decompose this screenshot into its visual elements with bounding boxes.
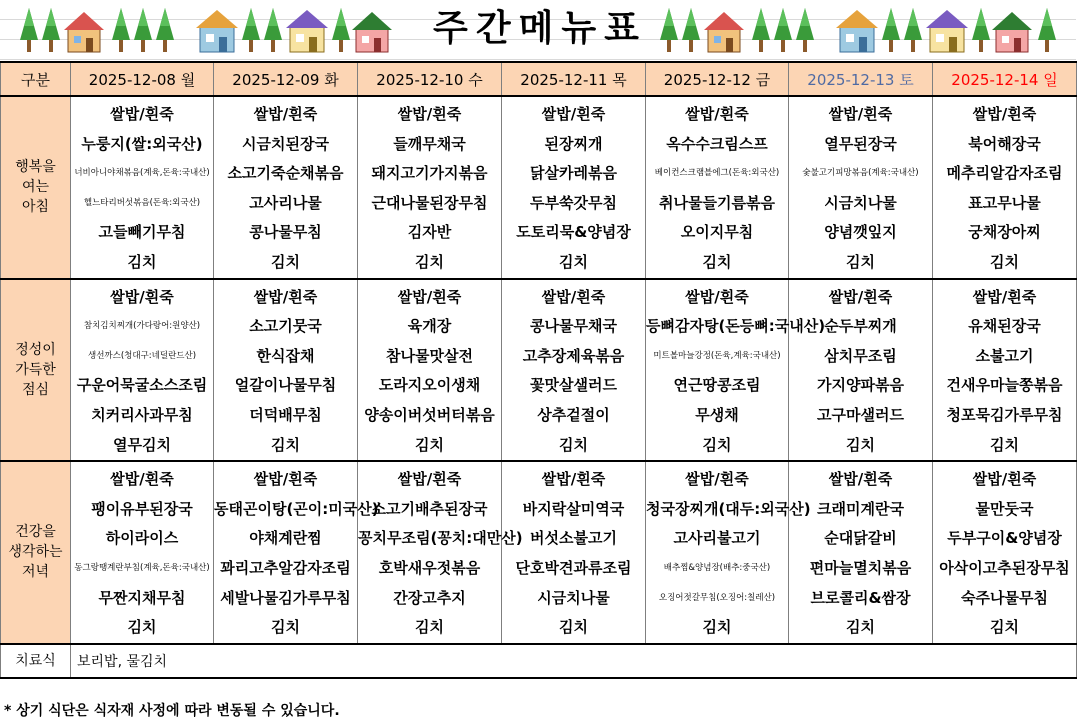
menu-item: 청포묵김가루무침 [946,405,1063,424]
menu-item: 쌀밥/흰죽 [397,287,462,306]
menu-item: 등뼈감자탕(돈등뼈:국내산) [646,317,826,336]
menu-item: 얼갈이나물무침 [234,376,337,395]
meal-label-line: 정성이 [15,341,56,358]
menu-item: 김치 [559,252,588,271]
menu-item: 구운어묵굴소스조림 [76,376,208,395]
day-header-saturday: 2025-12-13 토 [789,62,933,96]
header-row [1,62,1077,96]
menu-item: 김치 [127,618,157,637]
menu-cell [646,461,811,644]
menu-item: 된장찌개 [544,134,603,153]
menu-item: 베이컨스크램블에그(돈육:외국산) [654,168,780,179]
menu-item: 김치 [702,252,732,271]
menu-item: 배추찜&양념장(배추:중국산) [663,562,771,573]
menu-item: 청국장찌개(대두:외국산) [646,499,811,518]
menu-item: 바지락살미역국 [522,499,625,518]
meal-label [1,96,71,279]
meal-row-breakfast [1,96,1077,279]
menu-item: 버섯소불고기 [530,529,617,548]
menu-item: 헬느타리버섯볶음(돈육:외국산) [83,197,201,208]
menu-item: 양념깻잎지 [824,223,897,242]
menu-item: 한식잡채 [256,346,315,365]
menu-item: 쌀밥/흰죽 [828,287,893,306]
menu-item: 소고기죽순채볶음 [227,164,344,183]
menu-item: 김치 [846,252,875,271]
menu-cell [214,461,379,644]
menu-item: 숯불고기피망볶음(계육:국내산) [802,168,919,179]
menu-cell [789,279,933,462]
menu-cell [71,461,214,644]
menu-item: 가지양파볶음 [817,376,904,395]
menu-item: 팽이유부된장국 [91,499,193,518]
menu-cell [71,96,214,279]
menu-item: 김자반 [407,223,452,242]
meal-label-line: 행복을 [15,159,56,176]
meal-label [1,461,71,644]
menu-item: 취나물들기름볶음 [659,193,775,212]
menu-item: 쌀밥/흰죽 [253,287,318,306]
menu-item: 김치 [990,435,1019,454]
menu-item: 소불고기 [975,346,1034,365]
menu-item: 쌀밥/흰죽 [972,470,1037,489]
day-header: 2025-12-11 목 [502,62,646,96]
menu-cell [789,96,933,279]
footnote: * 상기 식단은 식자재 사정에 따라 변동될 수 있습니다. [4,703,340,719]
menu-item: 참나물맛살전 [386,346,473,365]
menu-item: 시금치나물 [537,588,610,607]
meal-label-line: 가득한 [15,361,56,378]
meal-label-line: 아침 [21,199,50,216]
menu-item: 쌀밥/흰죽 [828,470,893,489]
menu-item: 궁채장아찌 [968,223,1041,242]
menu-item: 단호박견과류조림 [515,558,632,577]
menu-item: 두부구이&양념장 [947,529,1062,548]
menu-item: 편마늘멸치볶음 [809,558,912,577]
menu-item: 열무김치 [113,435,171,454]
menu-item: 김치 [271,435,300,454]
menu-cell [502,279,646,462]
menu-item: 크래미계란국 [817,499,904,518]
day-header: 2025-12-09 화 [214,62,358,96]
menu-item: 돼지고기가지볶음 [371,164,488,183]
menu-item: 순두부찌개 [824,317,897,336]
meal-label-line: 생각하는 [8,544,63,561]
menu-item: 오이지무침 [680,223,754,242]
diet-label: 치료식 [1,644,71,678]
menu-item: 김치 [127,252,157,271]
menu-item: 근대나물된장무침 [371,193,488,212]
menu-item: 쌀밥/흰죽 [110,105,174,123]
menu-item: 열무된장국 [824,134,897,153]
menu-item: 물만둣국 [975,499,1034,518]
menu-item: 콩나물무채국 [530,317,617,336]
menu-item: 삼치무조림 [824,346,897,365]
menu-cell [502,461,646,644]
menu-item: 닭살카레볶음 [530,164,617,183]
menu-item: 오징어젓갈무침(오징어:칠레산) [658,592,776,603]
menu-cell [933,279,1077,462]
menu-item: 김치 [846,435,875,454]
menu-item: 쌀밥/흰죽 [541,470,606,489]
menu-item: 동그랑땡계란부침(계육,돈육:국내산) [74,562,210,573]
meal-row-lunch [1,279,1077,462]
menu-item: 소고기뭇국 [249,317,322,336]
menu-item: 고구마샐러드 [817,405,904,424]
menu-item: 양송이버섯버터볶음 [364,405,495,424]
page-title: 주간메뉴표 [433,8,647,49]
village-decoration-left-icon [20,4,400,58]
menu-item: 김치 [702,618,732,637]
diet-value: 보리밥, 물김치 [71,644,1077,678]
menu-item: 쌀밥/흰죽 [685,105,749,123]
menu-item: 쌀밥/흰죽 [685,470,749,489]
menu-item: 콩나물무침 [249,223,322,242]
menu-item: 김치 [846,618,875,637]
menu-cell [358,279,502,462]
weekly-menu-table [0,61,1077,679]
menu-cell [214,279,358,462]
menu-item: 고사리불고기 [673,529,761,548]
menu-item: 치커리사과무침 [91,405,193,424]
menu-item: 꽃맛살샐러드 [530,376,617,395]
meal-label [1,279,71,462]
menu-item: 아삭이고추된장무침 [939,558,1070,577]
menu-item: 생선까스(청대구:네덜란드산) [87,350,197,361]
menu-item: 시금치나물 [824,193,897,212]
menu-item: 누룽지(쌀:외국산) [81,134,203,153]
menu-item: 상추겉절이 [537,405,610,424]
meal-label-line: 건강을 [15,524,56,541]
menu-item: 도토리묵&양념장 [516,223,631,242]
menu-item: 고들빼기무침 [98,223,186,242]
menu-item: 간장고추지 [393,588,466,607]
menu-item: 쌀밥/흰죽 [253,470,318,489]
menu-item: 브로콜리&쌈장 [810,588,911,607]
menu-item: 무생채 [695,405,739,424]
menu-cell [646,96,789,279]
menu-item: 세발나물김가루무침 [220,588,351,607]
menu-item: 연근땅콩조림 [673,376,761,395]
menu-item: 김치 [415,618,444,637]
menu-item: 김치 [559,618,588,637]
menu-item: 고사리나물 [249,193,322,212]
menu-item: 쌀밥/흰죽 [253,105,318,123]
meal-label-line: 점심 [21,381,50,398]
menu-item: 쌀밥/흰죽 [972,287,1037,306]
header-label: 구분 [1,62,71,96]
village-decoration-right-icon [660,4,1060,58]
menu-item: 김치 [271,618,300,637]
meal-label-line: 여는 [21,179,50,196]
menu-cell [358,96,502,279]
menu-cell [789,461,933,644]
menu-item: 꽁치무조림(꽁치:대만산) [358,529,523,548]
menu-cell [358,461,523,644]
day-header: 2025-12-12 금 [646,62,789,96]
menu-item: 쌀밥/흰죽 [828,105,893,123]
menu-item: 두부쑥갓무침 [530,193,617,212]
menu-cell [933,461,1077,644]
menu-item: 너비아니야채볶음(계육,돈육:국내산) [74,168,210,179]
menu-item: 순대닭갈비 [824,529,897,548]
menu-item: 김치 [415,252,444,271]
menu-item: 김치 [990,618,1019,637]
day-header-sunday: 2025-12-14 일 [933,62,1077,96]
menu-item: 김치 [415,435,444,454]
diet-row [1,644,1077,678]
menu-cell [71,279,214,462]
menu-item: 유채된장국 [968,317,1041,336]
menu-item: 김치 [271,252,300,271]
day-header: 2025-12-08 월 [71,62,214,96]
menu-item: 참치김치찌개(가다랑어:원양산) [83,321,201,332]
banner [0,0,1076,60]
menu-item: 호박새우젓볶음 [378,558,481,577]
menu-item: 숙주나물무침 [961,588,1048,607]
menu-item: 무짠지채무침 [98,588,186,607]
menu-item: 쌀밥/흰죽 [397,470,462,489]
menu-item: 야채계란찜 [249,529,322,548]
menu-item: 쌀밥/흰죽 [397,105,462,123]
menu-item: 육개장 [407,317,452,336]
menu-item: 소고기배추된장국 [371,499,488,518]
menu-item: 쌀밥/흰죽 [685,287,749,306]
menu-cell [646,279,826,462]
menu-item: 쌀밥/흰죽 [972,105,1037,123]
menu-item: 더덕배무침 [249,405,322,424]
menu-cell [933,96,1077,279]
menu-item: 꽈리고추알감자조림 [220,558,351,577]
menu-item: 쌀밥/흰죽 [110,470,174,489]
menu-cell [502,96,646,279]
menu-item: 들깨무채국 [393,134,466,153]
meal-label-line: 저녁 [21,564,50,581]
menu-item: 쌀밥/흰죽 [541,287,606,306]
menu-item: 건새우마늘쫑볶음 [946,376,1063,395]
menu-item: 도라지오이생채 [378,376,481,395]
menu-item: 표고무나물 [968,193,1041,212]
menu-item: 미트볼마늘강정(돈육,계육:국내산) [653,350,781,361]
menu-item: 고추장제육볶음 [522,346,625,365]
menu-item: 김치 [990,252,1019,271]
menu-item: 동태곤이탕(곤이:미국산) [214,499,379,518]
menu-item: 옥수수크림스프 [666,134,768,153]
menu-cell [214,96,358,279]
menu-item: 쌀밥/흰죽 [110,287,174,306]
menu-item: 북어해장국 [968,134,1041,153]
menu-item: 시금치된장국 [242,134,329,153]
menu-item: 쌀밥/흰죽 [541,105,606,123]
day-header: 2025-12-10 수 [358,62,502,96]
meal-row-dinner [1,461,1077,644]
menu-item: 김치 [559,435,588,454]
menu-item: 하이라이스 [105,529,179,548]
menu-item: 메추리알감자조림 [946,164,1063,183]
menu-item: 김치 [702,435,732,454]
